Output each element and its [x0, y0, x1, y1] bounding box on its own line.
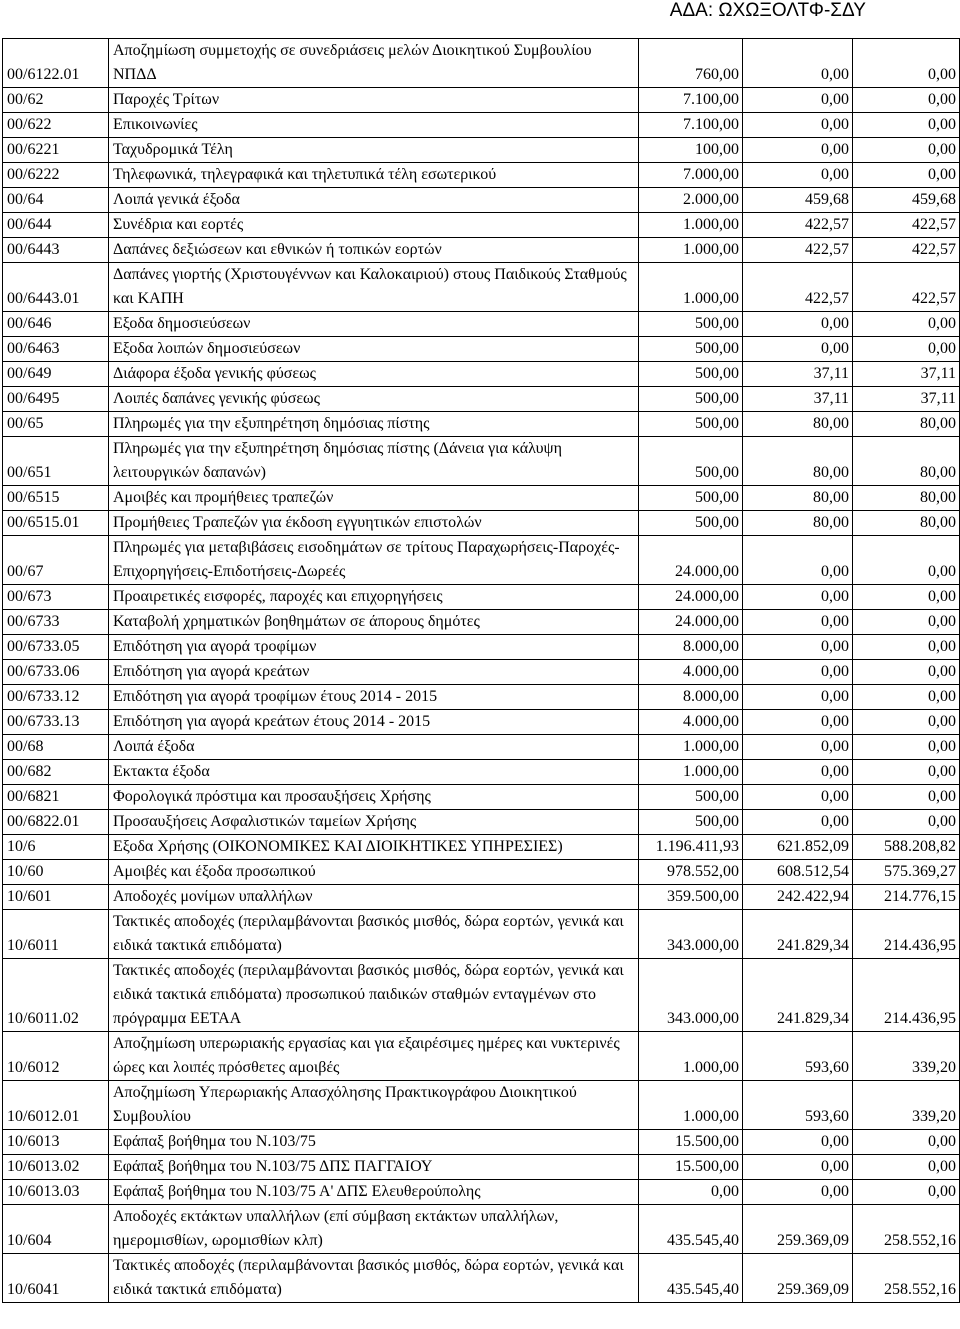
paid-amount-cell: 575.369,27: [853, 860, 960, 885]
committed-amount-cell: 0,00: [743, 138, 853, 163]
account-code-cell: 00/6821: [3, 785, 109, 810]
budgeted-amount-cell: 1.000,00: [639, 238, 743, 263]
paid-amount-cell: 422,57: [853, 263, 960, 312]
description-cell: Αποδοχές μονίμων υπαλλήλων: [109, 885, 639, 910]
account-code-cell: 10/6013: [3, 1130, 109, 1155]
description-cell: Φορολογικά πρόστιμα και προσαυξήσεις Χρήσης: [109, 785, 639, 810]
committed-amount-cell: 593,60: [743, 1081, 853, 1130]
account-code-cell: 00/64: [3, 188, 109, 213]
committed-amount-cell: 0,00: [743, 1130, 853, 1155]
committed-amount-cell: 241.829,34: [743, 959, 853, 1032]
account-code-cell: 10/60: [3, 860, 109, 885]
table-row: [3, 1205, 960, 1254]
committed-amount-cell: 0,00: [743, 660, 853, 685]
table-row: [3, 1032, 960, 1081]
budgeted-amount-cell: 7.100,00: [639, 113, 743, 138]
description-cell: Προσαυξήσεις Ασφαλιστικών ταμείων Χρήσης: [109, 810, 639, 835]
table-row: [3, 785, 960, 810]
committed-amount-cell: 422,57: [743, 213, 853, 238]
account-code-cell: 10/6011: [3, 910, 109, 959]
table-row: [3, 387, 960, 412]
description-cell: Εφάπαξ βοήθημα του Ν.103/75: [109, 1130, 639, 1155]
paid-amount-cell: 37,11: [853, 362, 960, 387]
account-code-cell: 10/6011.02: [3, 959, 109, 1032]
description-cell: Τηλεφωνικά, τηλεγραφικά και τηλετυπικά τέλη εσωτερικού: [109, 163, 639, 188]
account-code-cell: 00/644: [3, 213, 109, 238]
paid-amount-cell: 258.552,16: [853, 1254, 960, 1303]
description-cell: Εξοδα λοιπών δημοσιεύσεων: [109, 337, 639, 362]
committed-amount-cell: 0,00: [743, 163, 853, 188]
description-cell: Παροχές Τρίτων: [109, 88, 639, 113]
budgeted-amount-cell: 1.196.411,93: [639, 835, 743, 860]
account-code-cell: 00/65: [3, 412, 109, 437]
description-cell: Ταχυδρομικά Τέλη: [109, 138, 639, 163]
budgeted-amount-cell: 500,00: [639, 337, 743, 362]
committed-amount-cell: 0,00: [743, 312, 853, 337]
committed-amount-cell: 0,00: [743, 710, 853, 735]
committed-amount-cell: 0,00: [743, 785, 853, 810]
budgeted-amount-cell: 1.000,00: [639, 1032, 743, 1081]
budgeted-amount-cell: 1.000,00: [639, 760, 743, 785]
description-cell: Εκτακτα έξοδα: [109, 760, 639, 785]
table-row: [3, 511, 960, 536]
budgeted-amount-cell: 1.000,00: [639, 213, 743, 238]
table-row: [3, 188, 960, 213]
description-cell: Επιδότηση για αγορά τροφίμων: [109, 635, 639, 660]
description-cell: Λοιπά γενικά έξοδα: [109, 188, 639, 213]
paid-amount-cell: 0,00: [853, 88, 960, 113]
paid-amount-cell: 214.776,15: [853, 885, 960, 910]
account-code-cell: 00/6463: [3, 337, 109, 362]
description-cell: Επιδότηση για αγορά κρεάτων: [109, 660, 639, 685]
description-cell: Λοιπές δαπάνες γενικής φύσεως: [109, 387, 639, 412]
budgeted-amount-cell: 978.552,00: [639, 860, 743, 885]
ada-code: ΑΔΑ: ΩΧΩΞΟΛΤΦ-ΣΔΥ: [669, 0, 866, 21]
committed-amount-cell: 259.369,09: [743, 1254, 853, 1303]
paid-amount-cell: 0,00: [853, 39, 960, 88]
committed-amount-cell: 0,00: [743, 337, 853, 362]
table-row: [3, 312, 960, 337]
account-code-cell: 00/6443: [3, 238, 109, 263]
account-code-cell: 10/601: [3, 885, 109, 910]
account-code-cell: 10/6013.03: [3, 1180, 109, 1205]
account-code-cell: 00/622: [3, 113, 109, 138]
table-row: [3, 238, 960, 263]
description-cell: Εξοδα δημοσιεύσεων: [109, 312, 639, 337]
committed-amount-cell: 0,00: [743, 735, 853, 760]
budgeted-amount-cell: 0,00: [639, 1180, 743, 1205]
paid-amount-cell: 339,20: [853, 1032, 960, 1081]
budgeted-amount-cell: 435.545,40: [639, 1205, 743, 1254]
table-row: [3, 1155, 960, 1180]
budgeted-amount-cell: 435.545,40: [639, 1254, 743, 1303]
paid-amount-cell: 0,00: [853, 810, 960, 835]
committed-amount-cell: 0,00: [743, 1180, 853, 1205]
committed-amount-cell: 80,00: [743, 486, 853, 511]
table-row: [3, 1130, 960, 1155]
table-row: [3, 1254, 960, 1303]
table-row: [3, 486, 960, 511]
paid-amount-cell: 339,20: [853, 1081, 960, 1130]
committed-amount-cell: 0,00: [743, 39, 853, 88]
table-row: [3, 88, 960, 113]
budgeted-amount-cell: 24.000,00: [639, 585, 743, 610]
table-row: [3, 536, 960, 585]
account-code-cell: 00/6515: [3, 486, 109, 511]
table-row: [3, 412, 960, 437]
table-row: [3, 835, 960, 860]
table-row: [3, 735, 960, 760]
committed-amount-cell: 422,57: [743, 263, 853, 312]
budgeted-amount-cell: 500,00: [639, 312, 743, 337]
budgeted-amount-cell: 4.000,00: [639, 660, 743, 685]
account-code-cell: 10/6041: [3, 1254, 109, 1303]
description-cell: Επιδότηση για αγορά κρεάτων έτους 2014 - 2015: [109, 710, 639, 735]
description-cell: Λοιπά έξοδα: [109, 735, 639, 760]
committed-amount-cell: 0,00: [743, 585, 853, 610]
committed-amount-cell: 0,00: [743, 113, 853, 138]
budgeted-amount-cell: 1.000,00: [639, 263, 743, 312]
paid-amount-cell: 80,00: [853, 511, 960, 536]
description-cell: Επικοινωνίες: [109, 113, 639, 138]
description-cell: Εφάπαξ βοήθημα του Ν.103/75 Α' ΔΠΣ Ελευθερούπολης: [109, 1180, 639, 1205]
table-row: [3, 760, 960, 785]
paid-amount-cell: 0,00: [853, 660, 960, 685]
committed-amount-cell: 259.369,09: [743, 1205, 853, 1254]
description-cell: Τακτικές αποδοχές (περιλαμβάνονται βασικός μισθός, δώρα εορτών, γενικά και ειδικά τακτικά επιδόματα): [109, 1254, 639, 1303]
description-cell: Διάφορα έξοδα γενικής φύσεως: [109, 362, 639, 387]
budgeted-amount-cell: 343.000,00: [639, 910, 743, 959]
committed-amount-cell: 621.852,09: [743, 835, 853, 860]
paid-amount-cell: 0,00: [853, 113, 960, 138]
budgeted-amount-cell: 500,00: [639, 437, 743, 486]
account-code-cell: 00/6443.01: [3, 263, 109, 312]
committed-amount-cell: 0,00: [743, 810, 853, 835]
table-row: [3, 810, 960, 835]
paid-amount-cell: 80,00: [853, 412, 960, 437]
description-cell: Επιδότηση για αγορά τροφίμων έτους 2014 - 2015: [109, 685, 639, 710]
account-code-cell: 00/6495: [3, 387, 109, 412]
budgeted-amount-cell: 760,00: [639, 39, 743, 88]
table-row: [3, 213, 960, 238]
committed-amount-cell: 422,57: [743, 238, 853, 263]
budgeted-amount-cell: 500,00: [639, 412, 743, 437]
account-code-cell: 00/651: [3, 437, 109, 486]
table-row: [3, 635, 960, 660]
budgeted-amount-cell: 24.000,00: [639, 536, 743, 585]
paid-amount-cell: 80,00: [853, 437, 960, 486]
account-code-cell: 10/6: [3, 835, 109, 860]
description-cell: Προμήθειες Τραπεζών για έκδοση εγγυητικών επιστολών: [109, 511, 639, 536]
committed-amount-cell: 0,00: [743, 88, 853, 113]
committed-amount-cell: 0,00: [743, 760, 853, 785]
paid-amount-cell: 0,00: [853, 785, 960, 810]
budgeted-amount-cell: 8.000,00: [639, 635, 743, 660]
committed-amount-cell: 80,00: [743, 511, 853, 536]
committed-amount-cell: 0,00: [743, 635, 853, 660]
table-row: [3, 1081, 960, 1130]
description-cell: Πληρωμές για μεταβιβάσεις εισοδημάτων σε τρίτους Παραχωρήσεις-Παροχές-Επιχορηγήσεις-Επιδοτήσεις-Δωρεές: [109, 536, 639, 585]
account-code-cell: 00/6515.01: [3, 511, 109, 536]
committed-amount-cell: 459,68: [743, 188, 853, 213]
committed-amount-cell: 0,00: [743, 536, 853, 585]
description-cell: Τακτικές αποδοχές (περιλαμβάνονται βασικός μισθός, δώρα εορτών, γενικά και ειδικά τακτικά επιδόματα) προσωπικού παιδικών σταθμών ενταγμένων στο πρόγραμμα ΕΕΤΑΑ: [109, 959, 639, 1032]
committed-amount-cell: 37,11: [743, 387, 853, 412]
paid-amount-cell: 0,00: [853, 760, 960, 785]
paid-amount-cell: 0,00: [853, 1155, 960, 1180]
account-code-cell: 00/6222: [3, 163, 109, 188]
description-cell: Δαπάνες δεξιώσεων και εθνικών ή τοπικών εορτών: [109, 238, 639, 263]
budget-table-body: [3, 39, 960, 1303]
paid-amount-cell: 0,00: [853, 735, 960, 760]
paid-amount-cell: 0,00: [853, 138, 960, 163]
budgeted-amount-cell: 100,00: [639, 138, 743, 163]
description-cell: Τακτικές αποδοχές (περιλαμβάνονται βασικός μισθός, δώρα εορτών, γενικά και ειδικά τακτικά επιδόματα): [109, 910, 639, 959]
table-row: [3, 263, 960, 312]
paid-amount-cell: 37,11: [853, 387, 960, 412]
description-cell: Αποδοχές εκτάκτων υπαλλήλων (επί σύμβαση εκτάκτων υπαλλήλων, ημερομισθίων, ωρομισθίων κλπ): [109, 1205, 639, 1254]
table-row: [3, 163, 960, 188]
paid-amount-cell: 0,00: [853, 1130, 960, 1155]
table-row: [3, 113, 960, 138]
budgeted-amount-cell: 8.000,00: [639, 685, 743, 710]
account-code-cell: 00/62: [3, 88, 109, 113]
table-row: [3, 910, 960, 959]
description-cell: Εξοδα Χρήσης (ΟΙΚΟΝΟΜΙΚΕΣ ΚΑΙ ΔΙΟΙΚΗΤΙΚΕΣ ΥΠΗΡΕΣΙΕΣ): [109, 835, 639, 860]
account-code-cell: 00/6733: [3, 610, 109, 635]
paid-amount-cell: 0,00: [853, 163, 960, 188]
account-code-cell: 00/6122.01: [3, 39, 109, 88]
description-cell: Προαιρετικές εισφορές, παροχές και επιχορηγήσεις: [109, 585, 639, 610]
budgeted-amount-cell: 1.000,00: [639, 735, 743, 760]
committed-amount-cell: 0,00: [743, 610, 853, 635]
budget-table: [2, 38, 960, 1303]
description-cell: Αμοιβές και προμήθειες τραπεζών: [109, 486, 639, 511]
budgeted-amount-cell: 500,00: [639, 486, 743, 511]
paid-amount-cell: 0,00: [853, 710, 960, 735]
description-cell: Δαπάνες γιορτής (Χριστουγέννων και Καλοκαιριού) στους Παιδικούς Σταθμούς και ΚΑΠΗ: [109, 263, 639, 312]
budgeted-amount-cell: 500,00: [639, 387, 743, 412]
account-code-cell: 00/6221: [3, 138, 109, 163]
account-code-cell: 00/6733.13: [3, 710, 109, 735]
budgeted-amount-cell: 343.000,00: [639, 959, 743, 1032]
budgeted-amount-cell: 1.000,00: [639, 1081, 743, 1130]
account-code-cell: 00/68: [3, 735, 109, 760]
table-row: [3, 959, 960, 1032]
committed-amount-cell: 608.512,54: [743, 860, 853, 885]
committed-amount-cell: 80,00: [743, 437, 853, 486]
budgeted-amount-cell: 500,00: [639, 511, 743, 536]
committed-amount-cell: 241.829,34: [743, 910, 853, 959]
description-cell: Αποζημίωση Υπερωριακής Απασχόλησης Πρακτικογράφου Διοικητικού Συμβουλίου: [109, 1081, 639, 1130]
budgeted-amount-cell: 7.100,00: [639, 88, 743, 113]
description-cell: Αποζημίωση συμμετοχής σε συνεδριάσεις μελών Διοικητικού Συμβουλίου ΝΠΔΔ: [109, 39, 639, 88]
table-row: [3, 362, 960, 387]
description-cell: Αμοιβές και έξοδα προσωπικού: [109, 860, 639, 885]
description-cell: Συνέδρια και εορτές: [109, 213, 639, 238]
paid-amount-cell: 0,00: [853, 610, 960, 635]
table-row: [3, 585, 960, 610]
committed-amount-cell: 80,00: [743, 412, 853, 437]
committed-amount-cell: 242.422,94: [743, 885, 853, 910]
table-row: [3, 138, 960, 163]
budgeted-amount-cell: 15.500,00: [639, 1130, 743, 1155]
paid-amount-cell: 422,57: [853, 213, 960, 238]
budgeted-amount-cell: 2.000,00: [639, 188, 743, 213]
budgeted-amount-cell: 500,00: [639, 785, 743, 810]
table-row: [3, 337, 960, 362]
account-code-cell: 00/67: [3, 536, 109, 585]
budgeted-amount-cell: 500,00: [639, 810, 743, 835]
paid-amount-cell: 214.436,95: [853, 910, 960, 959]
committed-amount-cell: 0,00: [743, 1155, 853, 1180]
table-row: [3, 610, 960, 635]
budgeted-amount-cell: 7.000,00: [639, 163, 743, 188]
budgeted-amount-cell: 359.500,00: [639, 885, 743, 910]
table-row: [3, 1180, 960, 1205]
committed-amount-cell: 0,00: [743, 685, 853, 710]
paid-amount-cell: 0,00: [853, 312, 960, 337]
budgeted-amount-cell: 4.000,00: [639, 710, 743, 735]
table-row: [3, 437, 960, 486]
account-code-cell: 00/682: [3, 760, 109, 785]
table-row: [3, 39, 960, 88]
account-code-cell: 10/6013.02: [3, 1155, 109, 1180]
paid-amount-cell: 422,57: [853, 238, 960, 263]
table-row: [3, 660, 960, 685]
paid-amount-cell: 0,00: [853, 635, 960, 660]
account-code-cell: 10/6012: [3, 1032, 109, 1081]
paid-amount-cell: 0,00: [853, 337, 960, 362]
table-row: [3, 885, 960, 910]
paid-amount-cell: 80,00: [853, 486, 960, 511]
paid-amount-cell: 0,00: [853, 585, 960, 610]
budgeted-amount-cell: 15.500,00: [639, 1155, 743, 1180]
account-code-cell: 10/604: [3, 1205, 109, 1254]
committed-amount-cell: 37,11: [743, 362, 853, 387]
budgeted-amount-cell: 24.000,00: [639, 610, 743, 635]
description-cell: Πληρωμές για την εξυπηρέτηση δημόσιας πίστης: [109, 412, 639, 437]
account-code-cell: 00/6733.05: [3, 635, 109, 660]
description-cell: Πληρωμές για την εξυπηρέτηση δημόσιας πίστης (Δάνεια για κάλυψη λειτουργικών δαπανών): [109, 437, 639, 486]
paid-amount-cell: 0,00: [853, 685, 960, 710]
account-code-cell: 00/673: [3, 585, 109, 610]
account-code-cell: 10/6012.01: [3, 1081, 109, 1130]
description-cell: Αποζημίωση υπερωριακής εργασίας και για εξαιρέσιμες ημέρες και νυκτερινές ώρες και λοιπές πρόσθετες αμοιβές: [109, 1032, 639, 1081]
paid-amount-cell: 0,00: [853, 1180, 960, 1205]
table-row: [3, 860, 960, 885]
account-code-cell: 00/6733.06: [3, 660, 109, 685]
paid-amount-cell: 258.552,16: [853, 1205, 960, 1254]
account-code-cell: 00/646: [3, 312, 109, 337]
description-cell: Καταβολή χρηματικών βοηθημάτων σε άπορους δημότες: [109, 610, 639, 635]
paid-amount-cell: 459,68: [853, 188, 960, 213]
paid-amount-cell: 588.208,82: [853, 835, 960, 860]
paid-amount-cell: 0,00: [853, 536, 960, 585]
account-code-cell: 00/6733.12: [3, 685, 109, 710]
table-row: [3, 685, 960, 710]
budgeted-amount-cell: 500,00: [639, 362, 743, 387]
paid-amount-cell: 214.436,95: [853, 959, 960, 1032]
table-row: [3, 710, 960, 735]
description-cell: Εφάπαξ βοήθημα του Ν.103/75 ΔΠΣ ΠΑΓΓΑΙΟΥ: [109, 1155, 639, 1180]
committed-amount-cell: 593,60: [743, 1032, 853, 1081]
account-code-cell: 00/6822.01: [3, 810, 109, 835]
account-code-cell: 00/649: [3, 362, 109, 387]
